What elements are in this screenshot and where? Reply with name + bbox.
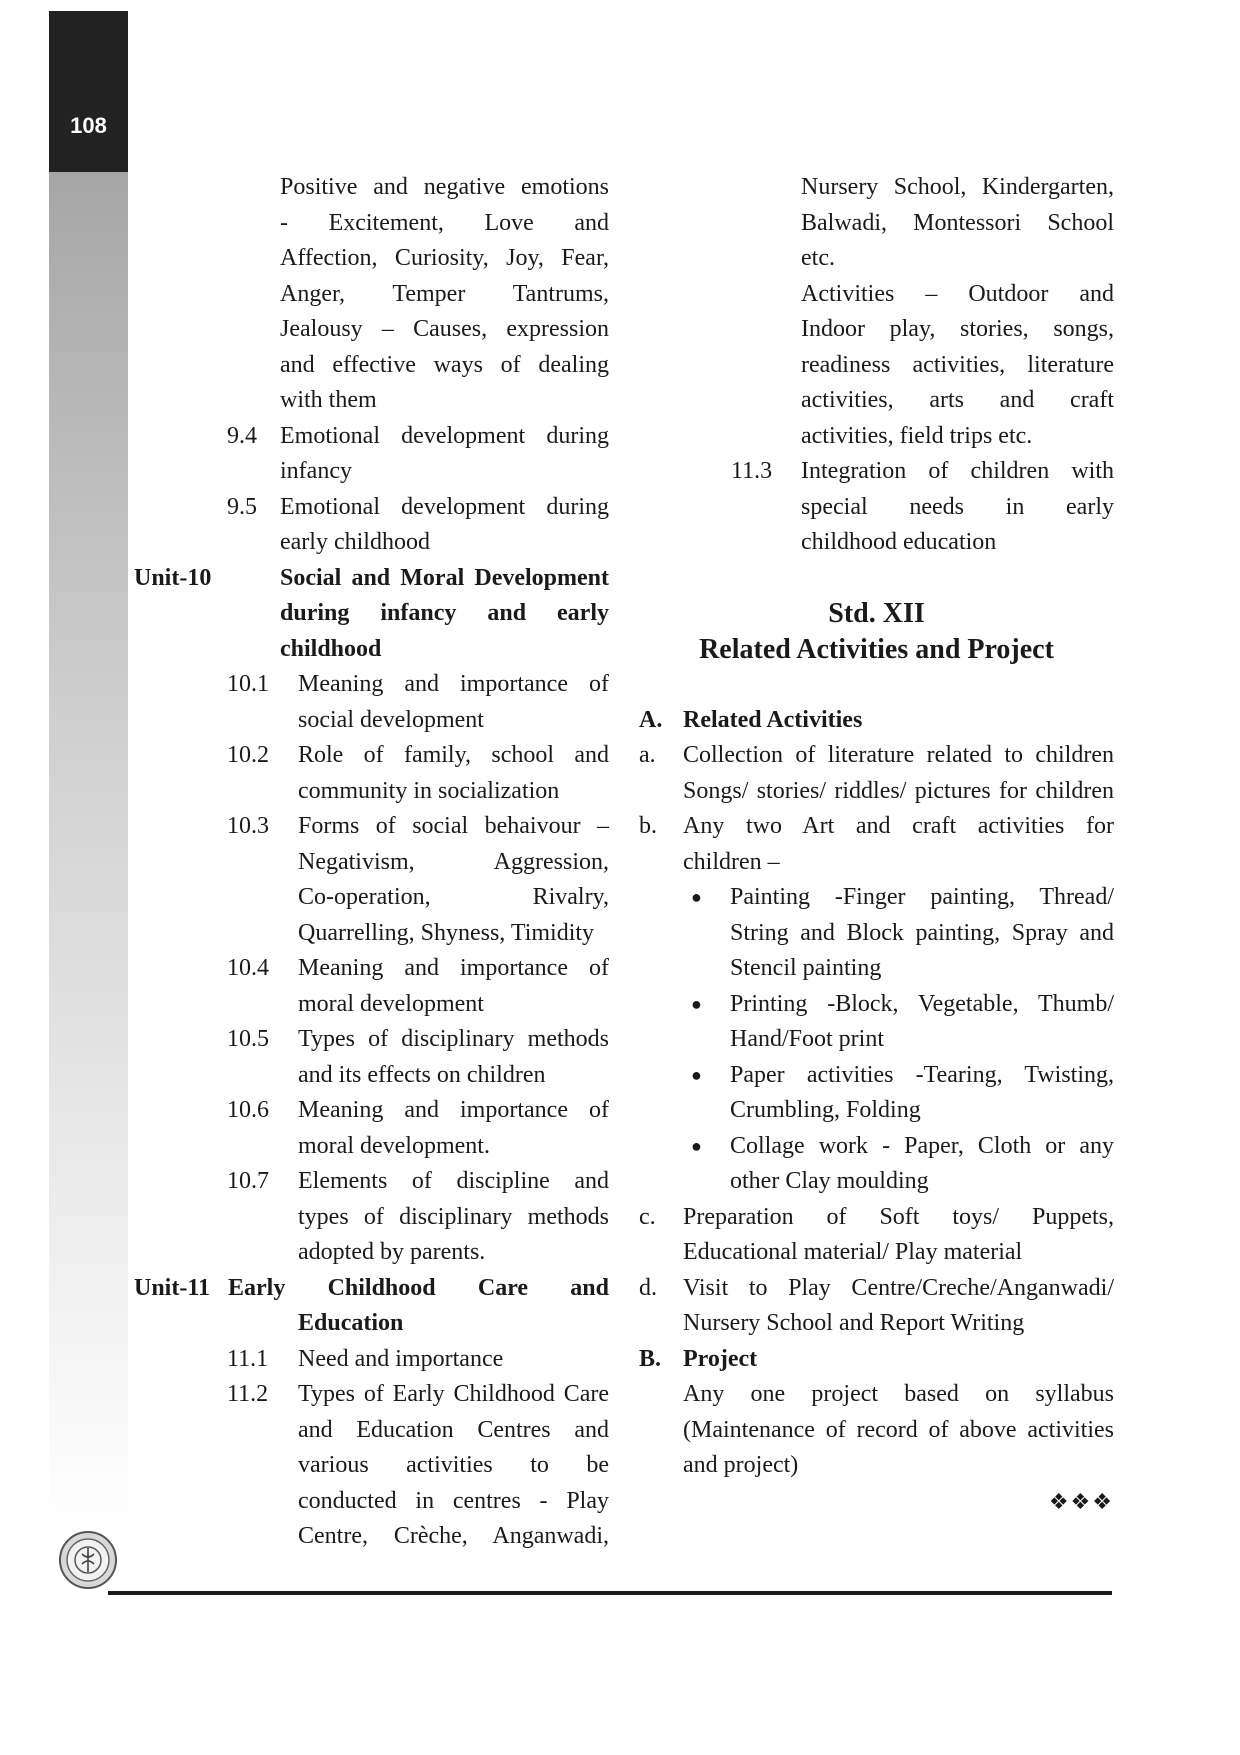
item-number: 11.3 bbox=[731, 458, 773, 484]
item-text: Educational material/ Play material bbox=[683, 1239, 1023, 1265]
unit-label: Unit-11 bbox=[134, 1274, 211, 1301]
emotions-line: Jealousy – Causes, expression bbox=[280, 316, 609, 342]
item-text: Preparation of Soft toys/ Puppets, bbox=[683, 1203, 1114, 1230]
item-11-1 bbox=[134, 1342, 609, 1378]
item-10-4 bbox=[134, 951, 609, 987]
bullet-text: Painting -Finger painting, Thread/ bbox=[730, 884, 1114, 910]
item-number: 10.4 bbox=[227, 955, 269, 981]
item-text: Elements of discipline and bbox=[298, 1168, 609, 1194]
item-number: 10.6 bbox=[227, 1097, 269, 1123]
item-text: social development bbox=[298, 706, 484, 733]
emotions-line: - Excitement, Love and bbox=[280, 209, 609, 236]
item-text: early childhood bbox=[280, 529, 430, 555]
continued-line: Activities – Outdoor and bbox=[801, 280, 1114, 307]
side-bar-dark bbox=[49, 11, 128, 172]
bullet-icon: ● bbox=[691, 993, 702, 1014]
emotions-line: with them bbox=[280, 387, 377, 413]
bullet-icon: ● bbox=[691, 887, 702, 907]
section-letter: A. bbox=[639, 706, 663, 733]
bullet-text: Printing -Block, Vegetable, Thumb/ bbox=[730, 990, 1114, 1017]
item-10-1 bbox=[134, 667, 609, 703]
item-text: children – bbox=[683, 848, 780, 875]
item-10-5 bbox=[134, 1022, 609, 1058]
unit-11-heading bbox=[134, 1271, 609, 1307]
item-text: childhood education bbox=[801, 529, 997, 555]
item-text: moral development bbox=[298, 990, 484, 1017]
item-text: Negativism, Aggression, bbox=[298, 848, 609, 875]
std-heading: Std. XII bbox=[828, 598, 925, 629]
item-text: Songs/ stories/ riddles/ pictures for children bbox=[683, 777, 1114, 804]
bullet-text: Stencil painting bbox=[730, 955, 882, 981]
unit-label: Unit-10 bbox=[134, 564, 212, 591]
item-c bbox=[639, 1200, 1114, 1236]
bullet-icon: ● bbox=[691, 1135, 702, 1156]
item-number: 10.5 bbox=[227, 1026, 269, 1052]
item-text: moral development. bbox=[298, 1132, 490, 1159]
bullet-item bbox=[639, 987, 1114, 1023]
side-bar-gradient bbox=[49, 172, 128, 1540]
item-9-4 bbox=[134, 419, 609, 455]
item-text: Meaning and importance of bbox=[298, 1097, 609, 1123]
section-title: Related Activities bbox=[683, 706, 863, 733]
item-text: Types of Early Childhood Care bbox=[298, 1381, 609, 1407]
section-title: Project bbox=[683, 1345, 758, 1372]
item-text: Quarrelling, Shyness, Timidity bbox=[298, 919, 595, 946]
item-11-3 bbox=[639, 454, 1114, 490]
section-heading: Related Activities and Project bbox=[699, 633, 1054, 665]
item-letter: c. bbox=[639, 1203, 656, 1230]
continued-line: Nursery School, Kindergarten, bbox=[801, 174, 1114, 200]
item-11-2 bbox=[134, 1377, 609, 1413]
item-text: various activities to be bbox=[298, 1452, 609, 1478]
emotions-line: Anger, Temper Tantrums, bbox=[280, 280, 609, 307]
item-text: Centre, Crèche, Anganwadi, bbox=[298, 1523, 609, 1549]
item-text: and its effects on children bbox=[298, 1061, 546, 1088]
bullet-text: String and Block painting, Spray and bbox=[730, 919, 1114, 946]
item-text: Co-operation, Rivalry, bbox=[298, 884, 609, 910]
item-text: types of disciplinary methods bbox=[298, 1203, 609, 1230]
item-text: Role of family, school and bbox=[298, 742, 609, 768]
item-10-7 bbox=[134, 1164, 609, 1200]
item-number: 10.3 bbox=[227, 813, 269, 839]
project-text: and project) bbox=[683, 1452, 799, 1478]
bullet-text: other Clay moulding bbox=[730, 1168, 929, 1194]
item-text: conducted in centres - Play bbox=[298, 1487, 609, 1514]
item-number: 11.1 bbox=[227, 1345, 269, 1372]
item-text: Integration of children with bbox=[801, 458, 1114, 484]
item-number: 9.4 bbox=[227, 422, 257, 449]
item-text: Meaning and importance of bbox=[298, 955, 609, 981]
item-10-2 bbox=[134, 738, 609, 774]
emblem-icon bbox=[58, 1530, 118, 1590]
item-10-3 bbox=[134, 809, 609, 845]
right-column bbox=[639, 170, 1114, 1519]
item-number: 11.2 bbox=[227, 1381, 269, 1407]
item-text: Forms of social behaivour – bbox=[298, 813, 609, 839]
bullet-text: Paper activities -Tearing, Twisting, bbox=[730, 1061, 1114, 1088]
item-letter: d. bbox=[639, 1274, 657, 1301]
spacer bbox=[639, 561, 1114, 597]
page-number: 108 bbox=[70, 113, 107, 138]
unit-title: childhood bbox=[280, 635, 382, 662]
continued-line: Balwadi, Montessori School bbox=[801, 209, 1114, 236]
item-text: Meaning and importance of bbox=[298, 671, 609, 697]
item-number: 9.5 bbox=[227, 493, 257, 520]
bullet-text: Collage work - Paper, Cloth or any bbox=[730, 1132, 1114, 1159]
continued-line: Indoor play, stories, songs, bbox=[801, 316, 1114, 342]
emotions-line: and effective ways of dealing bbox=[280, 351, 609, 378]
section-a bbox=[639, 703, 1114, 739]
item-number: 10.7 bbox=[227, 1168, 269, 1194]
item-text: special needs in early bbox=[801, 493, 1114, 520]
bullet-item bbox=[639, 1058, 1114, 1094]
item-a bbox=[639, 738, 1114, 774]
section-letter: B. bbox=[639, 1345, 662, 1372]
item-text: infancy bbox=[280, 458, 352, 484]
item-text: Emotional development during bbox=[280, 493, 609, 520]
end-ornament: ❖❖❖ bbox=[1048, 1488, 1114, 1514]
item-text: Types of disciplinary methods bbox=[298, 1026, 609, 1052]
item-text: and Education Centres and bbox=[298, 1416, 609, 1443]
item-text: Need and importance bbox=[298, 1345, 504, 1372]
continued-line: readiness activities, literature bbox=[801, 351, 1114, 378]
unit-title: Social and Moral Development bbox=[280, 564, 609, 591]
bullet-item bbox=[639, 1129, 1114, 1165]
project-text: (Maintenance of record of above activities bbox=[683, 1416, 1114, 1443]
unit-10-heading bbox=[134, 561, 609, 597]
emotions-line: Positive and negative emotions bbox=[280, 174, 609, 200]
bullet-icon: ● bbox=[691, 1064, 702, 1085]
item-text: adopted by parents. bbox=[298, 1239, 486, 1265]
bullet-text: Crumbling, Folding bbox=[730, 1097, 921, 1123]
item-text: Emotional development during bbox=[280, 422, 609, 449]
item-d bbox=[639, 1271, 1114, 1307]
spacer bbox=[639, 667, 1114, 703]
item-9-5 bbox=[134, 490, 609, 526]
section-b bbox=[639, 1342, 1114, 1378]
continued-line: activities, arts and craft bbox=[801, 387, 1114, 413]
item-text: Visit to Play Centre/Creche/Anganwadi/ bbox=[683, 1274, 1114, 1301]
emotions-line: Affection, Curiosity, Joy, Fear, bbox=[280, 245, 609, 271]
footer-rule bbox=[108, 1591, 1112, 1595]
continued-line: etc. bbox=[801, 245, 835, 271]
item-10-6 bbox=[134, 1093, 609, 1129]
unit-title: during infancy and early bbox=[280, 600, 609, 626]
item-b bbox=[639, 809, 1114, 845]
continued-line: activities, field trips etc. bbox=[801, 422, 1033, 449]
bullet-text: Hand/Foot print bbox=[730, 1026, 884, 1052]
item-number: 10.2 bbox=[227, 742, 269, 768]
item-letter: a. bbox=[639, 742, 656, 768]
project-text: Any one project based on syllabus bbox=[683, 1381, 1114, 1407]
bullet-item bbox=[639, 880, 1114, 916]
item-text: Collection of literature related to children bbox=[683, 742, 1114, 768]
item-text: Any two Art and craft activities for bbox=[683, 813, 1114, 839]
item-text: community in socialization bbox=[298, 777, 560, 804]
item-number: 10.1 bbox=[227, 671, 269, 697]
item-letter: b. bbox=[639, 813, 657, 839]
left-column bbox=[134, 170, 609, 1555]
item-text: Nursery School and Report Writing bbox=[683, 1310, 1025, 1336]
unit-title: Early Childhood Care and bbox=[228, 1274, 609, 1301]
unit-title: Education bbox=[298, 1310, 404, 1336]
